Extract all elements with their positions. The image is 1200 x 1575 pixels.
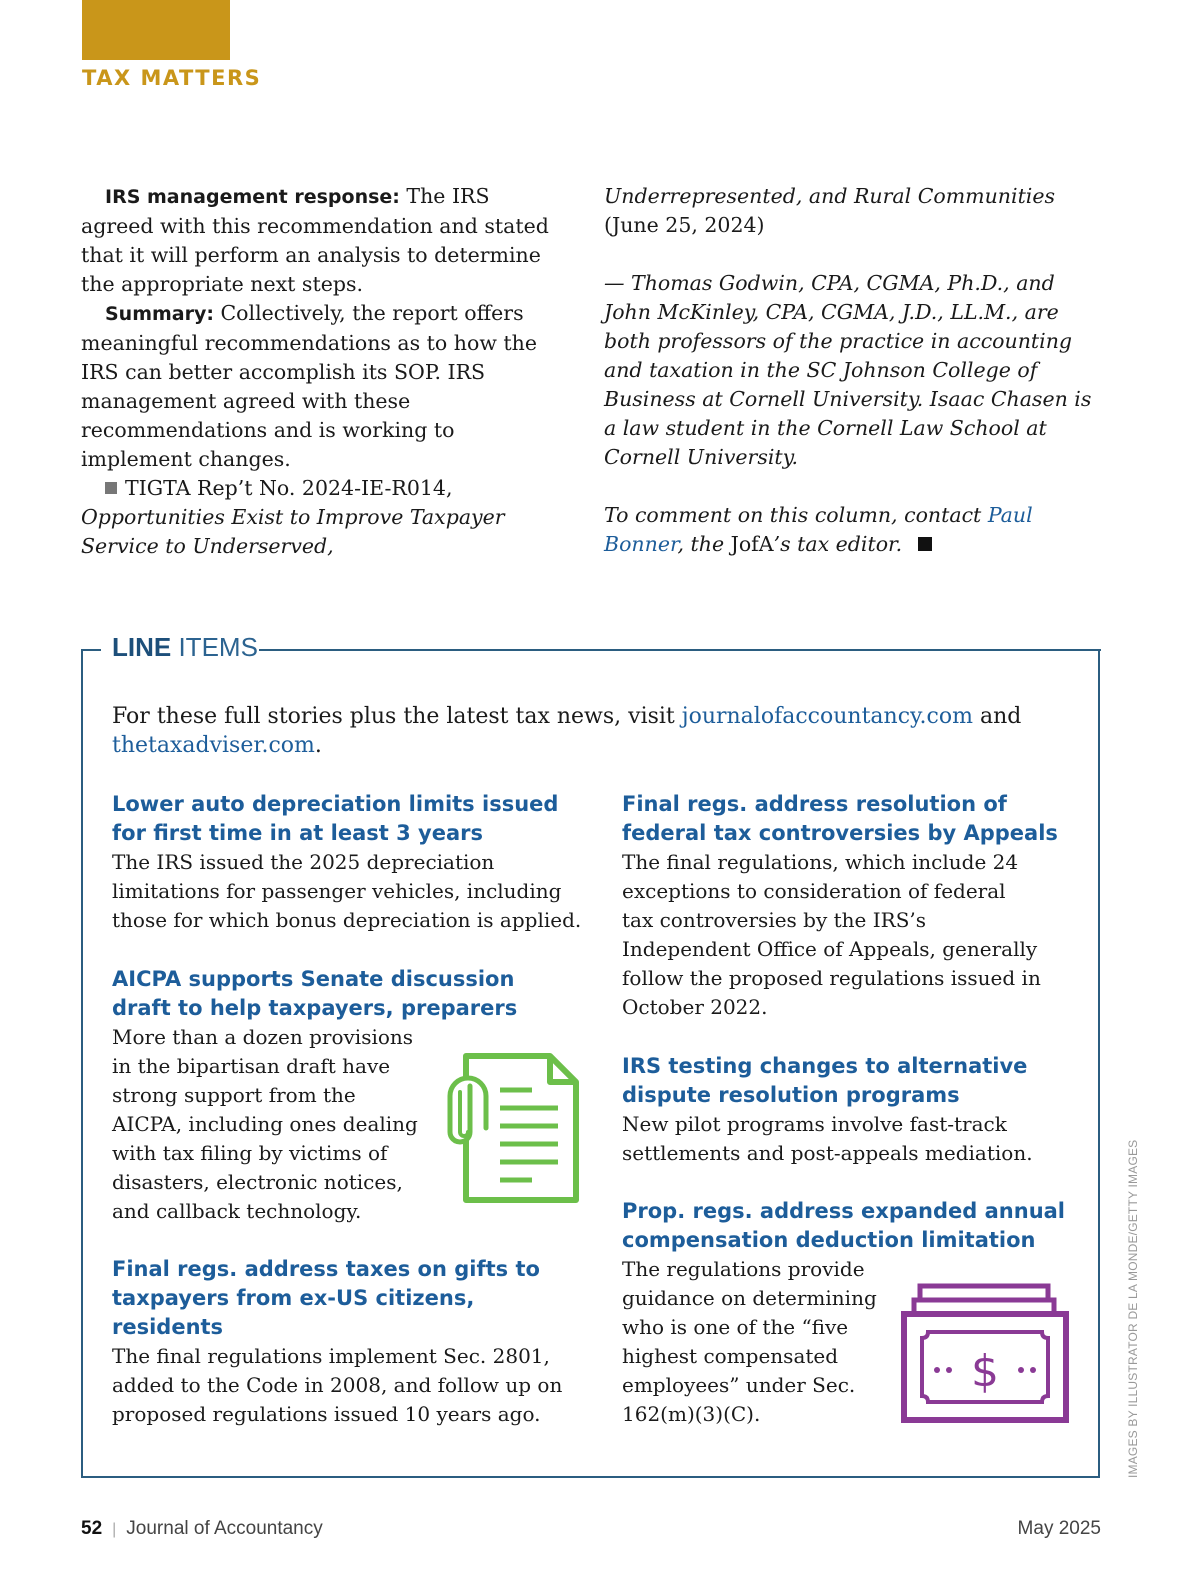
end-mark-icon bbox=[918, 537, 932, 551]
news-headline[interactable]: AICPA supports Senate discussion draft to help taxpayers, preparers bbox=[112, 967, 518, 1020]
paragraph-lead: IRS management response: bbox=[105, 186, 400, 208]
section-label: TAX MATTERS bbox=[82, 66, 262, 90]
box-border-top bbox=[81, 649, 101, 651]
author-bio: — Thomas Godwin, CPA, CGMA, Ph.D., and John McKinley, CPA, CGMA, J.D., LL.M., are both professors of the practice in accounting and taxation in the SC Johnson College of Business at Cornell University. Isaac Chasen is a law student in the Cornell Law School at Cornell University. bbox=[604, 271, 1092, 469]
article-column-right bbox=[604, 182, 1104, 559]
news-item bbox=[622, 790, 1082, 1022]
report-reference: TIGTA Rep’t No. 2024-IE-R014, Opportunities Exist to Improve Taxpayer Service to Underserved, bbox=[81, 476, 505, 558]
news-summary: The IRS issued the 2025 depreciation limitations for passenger vehicles, including those for which bonus depreciation is applied. bbox=[112, 850, 582, 932]
footer-left bbox=[81, 1518, 323, 1540]
news-item bbox=[622, 1052, 1042, 1168]
news-headline[interactable]: Prop. regs. address expanded annual compensation deduction limitation bbox=[622, 1199, 1066, 1252]
document-paperclip-icon bbox=[436, 1052, 582, 1204]
news-headline[interactable]: Final regs. address taxes on gifts to taxpayers from ex-US citizens, residents bbox=[112, 1257, 540, 1339]
svg-text:$: $ bbox=[971, 1346, 999, 1397]
news-headline[interactable]: IRS testing changes to alternative dispute resolution programs bbox=[622, 1054, 1028, 1107]
paragraph-lead: Summary: bbox=[105, 303, 214, 325]
editor-link[interactable]: Paul Bonner bbox=[604, 503, 1033, 556]
publication-name: Journal of Accountancy bbox=[126, 1518, 323, 1539]
issue-date: May 2025 bbox=[1017, 1518, 1101, 1539]
comment-note: To comment on this column, contact Paul Bonner, the JofA’s tax editor. bbox=[604, 503, 1033, 556]
news-summary: New pilot programs involve fast-track settlements and post-appeals mediation. bbox=[622, 1112, 1033, 1165]
news-headline[interactable]: Lower auto depreciation limits issued for first time in at least 3 years bbox=[112, 792, 559, 845]
image-credit: IMAGES BY ILLUSTRATOR DE LA MONDE/GETTY IMAGES bbox=[1126, 1139, 1140, 1478]
dollar-bills-icon bbox=[900, 1282, 1070, 1426]
line-items-intro: For these full stories plus the latest tax news, visit journalofaccountancy.com and thetaxadviser.com. bbox=[112, 704, 1022, 758]
news-summary: The final regulations implement Sec. 2801, added to the Code in 2008, and follow up on proposed regulations issued 10 years ago. bbox=[112, 1344, 563, 1426]
box-border-top bbox=[259, 649, 1101, 651]
report-reference-continued: Underrepresented, and Rural Communities (June 25, 2024) bbox=[604, 184, 1056, 237]
footer-divider: | bbox=[112, 1521, 117, 1538]
summary-paragraph: Summary: Collectively, the report offers meaningful recommendations as to how the IRS can better accomplish its SOP. IRS management agreed with these recommendations and is working to implement changes. bbox=[81, 301, 537, 471]
jofa-link[interactable]: journalofaccountancy.com bbox=[681, 704, 973, 729]
bullet-square-icon bbox=[105, 482, 117, 494]
news-item bbox=[112, 790, 582, 935]
news-summary: The final regulations, which include 24 exceptions to consideration of federal tax controversies by the IRS’s Independent Office of Appeals, generally follow the proposed regulations issued in October 2022. bbox=[622, 850, 1041, 1019]
news-summary: More than a dozen provisions in the bipartisan draft have strong support from the AICPA, including ones dealing with tax filing by victims of disasters, electronic notices, and callback technology. bbox=[112, 1025, 418, 1223]
tax-adviser-link[interactable]: thetaxadviser.com bbox=[112, 733, 315, 758]
news-item bbox=[112, 1255, 572, 1429]
article-column-left bbox=[81, 182, 551, 561]
news-headline[interactable]: Final regs. address resolution of federal tax controversies by Appeals bbox=[622, 792, 1058, 845]
section-color-tab bbox=[82, 0, 230, 60]
line-items-title: LINE ITEMS bbox=[112, 632, 258, 662]
management-response-paragraph: IRS management response: The IRS agreed with this recommendation and stated that it will perform an analysis to determine the appropriate next steps. bbox=[81, 184, 549, 296]
page-number: 52 bbox=[81, 1518, 103, 1539]
news-summary: The regulations provide guidance on determining who is one of the “five highest compensated employees” under Sec. 162(m)(3)(C). bbox=[622, 1257, 877, 1426]
